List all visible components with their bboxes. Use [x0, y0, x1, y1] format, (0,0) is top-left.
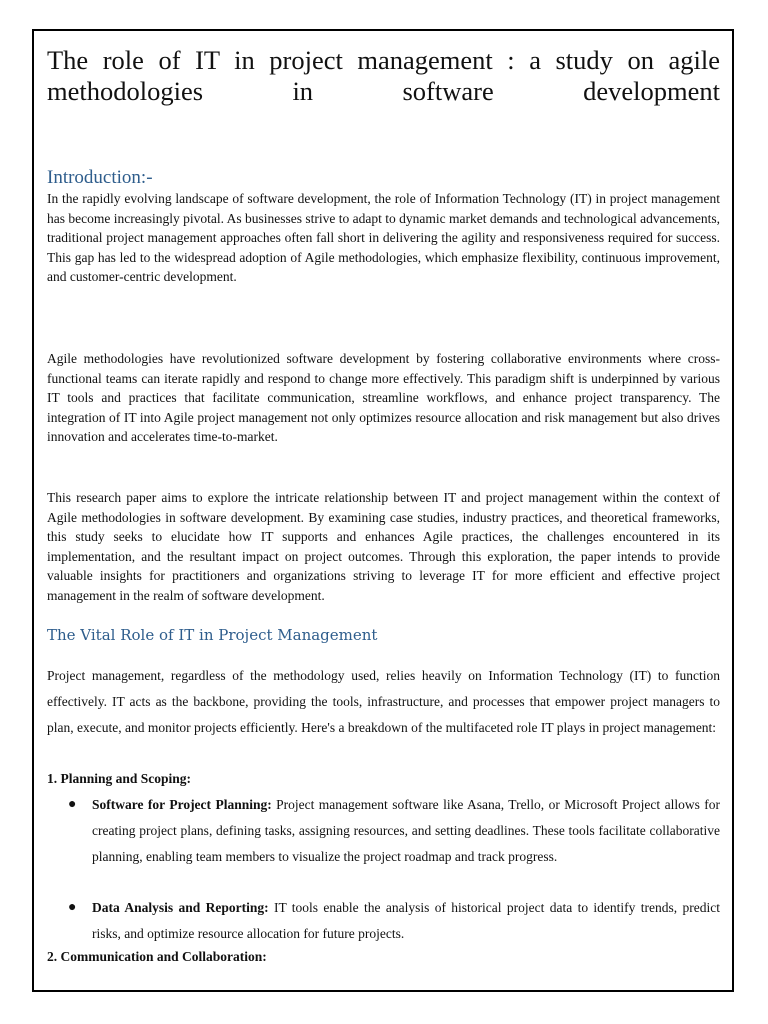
- bullet-icon: ●: [68, 797, 77, 812]
- bullet-data-analysis: [68, 895, 720, 947]
- bullet-text: IT tools enable the analysis of historical project data to identify trends, predict risks, and optimize resource allocation for future projects.: [92, 900, 720, 941]
- bullet-label: Software for Project Planning:: [92, 797, 272, 812]
- section-heading-communication: 2. Communication and Collaboration:: [47, 949, 267, 964]
- intro-paragraph-3: This research paper aims to explore the intricate relationship between IT and project management within the context of Agile methodologies in software development. By examining case studies, industry practices, and theoretical frameworks, this study seeks to elucidate how IT supports and enhances Agile practices, the challenges encountered in its implementation, and the resultant impact on project outcomes. Through this exploration, the paper intends to provide valuable insights for practitioners and organizations striving to leverage IT for more efficient and effective project management in the realm of software development.: [47, 490, 720, 603]
- bullet-text: Project management software like Asana, Trello, or Microsoft Project allows for creating project plans, defining tasks, assigning resources, and setting deadlines. These tools facilitate collaborative planning, enabling team members to visualize the project roadmap and track progress.: [92, 797, 720, 864]
- bullet-label: Data Analysis and Reporting:: [92, 900, 269, 915]
- bullet-project-planning: [68, 792, 720, 869]
- bullet-icon: ●: [68, 900, 77, 915]
- introduction-heading: Introduction:-: [47, 167, 153, 188]
- section-heading-planning: 1. Planning and Scoping:: [47, 771, 192, 786]
- intro-paragraph-1: In the rapidly evolving landscape of software development, the role of Information Technology (IT) in project management has become increasingly pivotal. As businesses strive to adapt to dynamic market demands and technological advancements, traditional project management approaches often fall short in delivering the agility and responsiveness required for success. This gap has led to the widespread adoption of Agile methodologies, which emphasize flexibility, continuous improvement, and customer-centric development.: [47, 191, 720, 284]
- document-title: The role of IT in project management : a study on agile methodologies in software development: [47, 45, 720, 106]
- intro-paragraph-2: Agile methodologies have revolutionized software development by fostering collaborative environments where cross-functional teams can iterate rapidly and respond to change more effectively. This paradigm shift is underpinned by various IT tools and practices that facilitate communication, streamline workflows, and enhance project transparency. The integration of IT into Agile project management not only optimizes resource allocation and risk management but also drives innovation and accelerates time-to-market.: [47, 351, 720, 444]
- vital-role-heading: The Vital Role of IT in Project Management: [47, 626, 378, 644]
- document-page: [32, 29, 734, 992]
- vital-role-intro: Project management, regardless of the methodology used, relies heavily on Information Technology (IT) to function effectively. IT acts as the backbone, providing the tools, infrastructure, and processes that empower project managers to plan, execute, and monitor projects efficiently. Here's a breakdown of the multifaceted role IT plays in project management:: [47, 668, 720, 735]
